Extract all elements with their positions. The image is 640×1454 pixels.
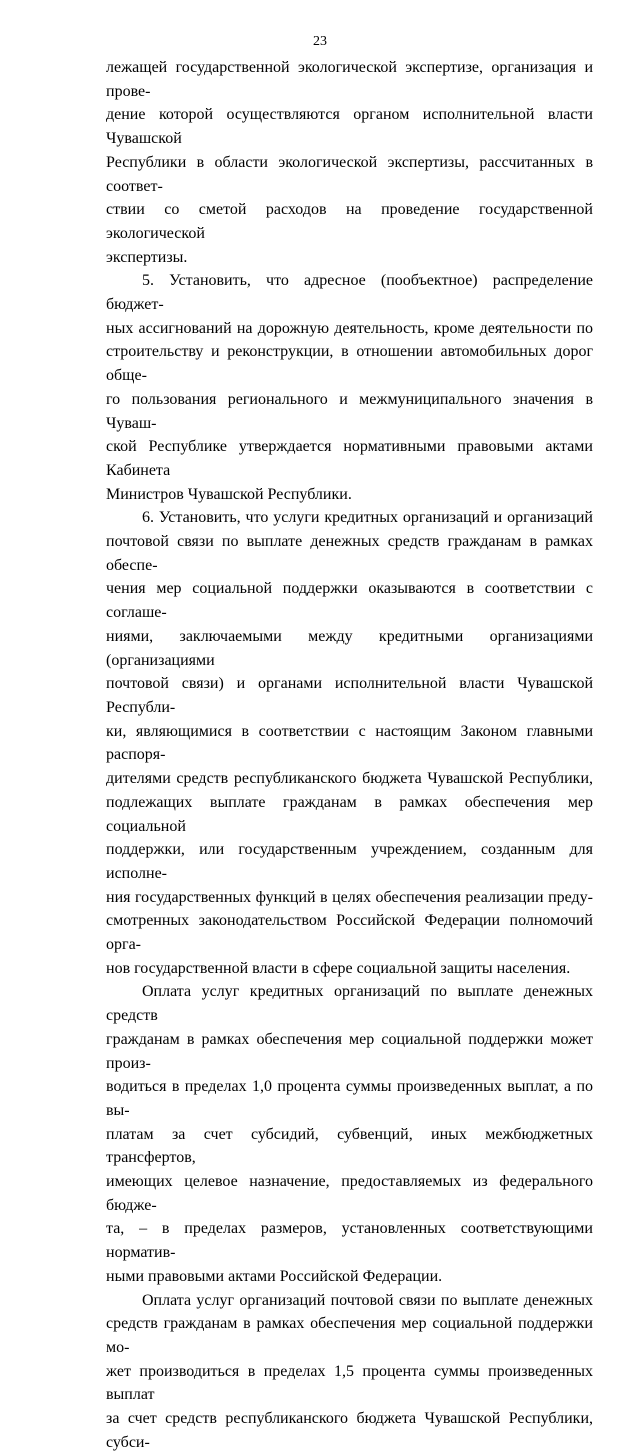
text-line: почтовой связи) и органами исполнительной власти Чувашской Республи- — [106, 675, 593, 716]
document-body — [106, 56, 593, 1454]
text-line: смотренных законодательством Российской Федерации полномочий орга- — [106, 912, 593, 954]
text-line: ных ассигнований на дорожную деятельность, кроме деятельности по — [106, 319, 593, 337]
text-line: гражданам в рамках обеспечения мер социальной поддержки может произ- — [106, 1030, 593, 1072]
page-number: 23 — [313, 34, 327, 49]
text-line: та, – в пределах размеров, установленных соответствующими норматив- — [106, 1220, 593, 1262]
text-line: Республики в области экологической экспертизы, рассчитанных в соответ- — [106, 153, 593, 195]
text-line: чения мер социальной поддержки оказываются в соответствии с соглаше- — [106, 580, 593, 622]
text-line: дителями средств республиканского бюджета Чувашской Республики, — [106, 770, 593, 788]
text-line: нов государственной власти в сфере социальной защиты населения. — [106, 959, 571, 977]
text-line: ки, являющимися в соответствии с настоящим Законом главными распоря- — [106, 722, 593, 764]
text-line: платам за счет субсидий, субвенций, иных межбюджетных трансфертов, — [106, 1125, 593, 1167]
paragraph-item-6 — [106, 506, 593, 980]
text-line: лежащей государственной экологической экспертизе, организация и прове- — [106, 59, 593, 100]
text-line: подлежащих выплате гражданам в рамках обеспечения мер социальной — [106, 793, 593, 835]
paragraph-postal-payment — [106, 1289, 593, 1454]
text-line: ской Республике утверждается нормативными правовыми актами Кабинета — [106, 438, 593, 479]
text-line: дение которой осуществляются органом исполнительной власти Чувашской — [106, 106, 593, 148]
text-line: имеющих целевое назначение, предоставляемых из федерального бюдже- — [106, 1173, 593, 1214]
text-line: почтовой связи по выплате денежных средств гражданам в рамках обеспе- — [106, 533, 593, 574]
text-line: поддержки, или государственным учреждением, созданным для исполне- — [106, 841, 593, 882]
text-line: Министров Чувашской Республики. — [106, 485, 352, 503]
text-line: жет производиться в пределах 1,5 процента суммы произведенных выплат — [106, 1362, 593, 1404]
text-line: 5. Установить, что адресное (пообъектное) распределение бюджет- — [106, 272, 593, 314]
text-line: ниями, заключаемыми между кредитными организациями (организациями — [106, 627, 593, 669]
text-line: строительству и реконструкции, в отношении автомобильных дорог обще- — [106, 343, 593, 385]
text-line: 6. Установить, что услуги кредитных организаций и организаций — [142, 509, 593, 527]
text-line: ными правовыми актами Российской Федерации. — [106, 1267, 443, 1285]
text-line: за счет средств республиканского бюджета Чувашской Республики, субси- — [106, 1410, 593, 1451]
paragraph-item-5 — [106, 269, 593, 506]
text-line: экспертизы. — [106, 248, 188, 266]
text-line: Оплата услуг кредитных организаций по выплате денежных средств — [106, 983, 593, 1025]
text-line: Оплата услуг организаций почтовой связи по выплате денежных — [142, 1291, 593, 1309]
text-line: го пользования регионального и межмуниципального значения в Чуваш- — [106, 390, 593, 432]
paragraph-continuation — [106, 56, 593, 269]
text-line: ствии со сметой расходов на проведение государственной экологической — [106, 201, 593, 242]
text-line: ния государственных функций в целях обеспечения реализации преду- — [106, 888, 593, 906]
paragraph-credit-payment — [106, 980, 593, 1288]
text-line: средств гражданам в рамках обеспечения мер социальной поддержки мо- — [106, 1315, 593, 1356]
text-line: водиться в пределах 1,0 процента суммы произведенных выплат, а по вы- — [106, 1078, 593, 1119]
